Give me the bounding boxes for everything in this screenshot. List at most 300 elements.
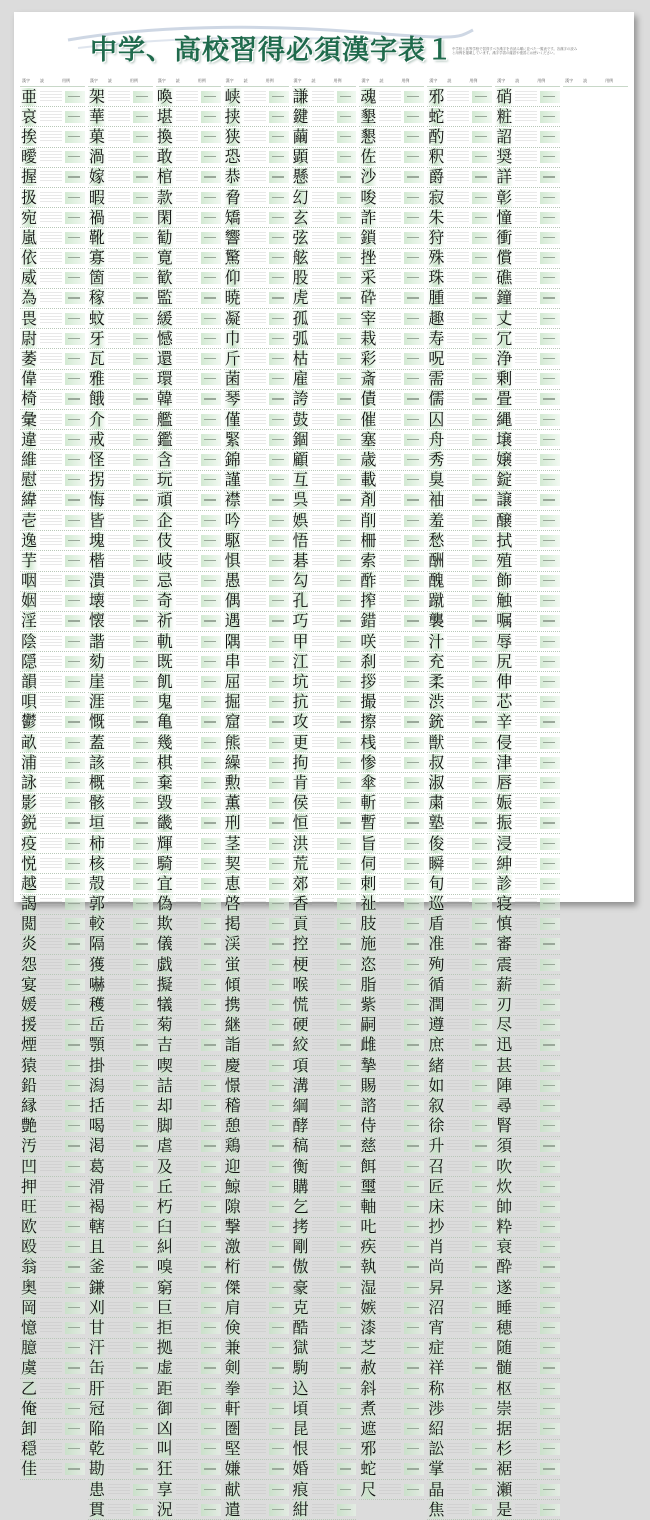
example-text <box>65 575 85 587</box>
example-text <box>540 353 560 365</box>
reading-text <box>244 1039 266 1051</box>
kanji-row <box>88 390 153 410</box>
example-text <box>201 757 221 769</box>
kanji-character: 獣 <box>428 732 445 752</box>
reading-text <box>108 656 130 668</box>
kanji-row <box>20 228 85 248</box>
kanji-row <box>495 390 560 410</box>
example-text <box>337 555 357 567</box>
example-text <box>337 1019 357 1031</box>
kanji-row <box>427 1440 492 1460</box>
kanji-row <box>359 995 424 1015</box>
kanji-row <box>495 995 560 1015</box>
kanji-character: 雅 <box>88 369 105 389</box>
kanji-character: 沙 <box>360 167 377 187</box>
example-text <box>472 1362 492 1374</box>
kanji-character: 抄 <box>428 1217 445 1237</box>
reading-text <box>176 858 198 870</box>
example-text <box>540 716 560 728</box>
kanji-character: 宴 <box>20 974 37 994</box>
example-text <box>404 434 424 446</box>
reading-text <box>108 232 130 244</box>
kanji-row <box>427 228 492 248</box>
kanji-character: 鎌 <box>88 1277 105 1297</box>
kanji-character: 越 <box>20 873 37 893</box>
example-text <box>404 1261 424 1273</box>
kanji-character: 韻 <box>20 672 37 692</box>
kanji-character: 浄 <box>496 349 513 369</box>
kanji-row <box>427 1177 492 1197</box>
example-text <box>404 1383 424 1395</box>
example-text <box>133 1261 153 1273</box>
kanji-character: 柿 <box>88 833 105 853</box>
example-text <box>540 595 560 607</box>
kanji-row <box>88 1157 153 1177</box>
example-text <box>201 1161 221 1173</box>
kanji-row <box>427 1500 492 1520</box>
example-text <box>337 1463 357 1475</box>
reading-text <box>312 292 334 304</box>
reading-text <box>379 1080 401 1092</box>
example-text <box>201 1504 221 1516</box>
reading-text <box>244 555 266 567</box>
kanji-character: 塞 <box>360 429 377 449</box>
kanji-character: 趣 <box>428 308 445 328</box>
example-text <box>404 1080 424 1092</box>
kanji-character: 乾 <box>88 1439 105 1459</box>
reading-text <box>244 1221 266 1233</box>
kanji-row <box>20 773 85 793</box>
reading-text <box>379 535 401 547</box>
kanji-character: 称 <box>428 1378 445 1398</box>
example-text <box>337 696 357 708</box>
example-text <box>133 615 153 627</box>
kanji-row <box>495 572 560 592</box>
kanji-row <box>224 329 289 349</box>
kanji-character: 掘 <box>224 692 241 712</box>
reading-text <box>312 737 334 749</box>
kanji-row <box>156 1460 221 1480</box>
reading-text <box>447 615 469 627</box>
kanji-row <box>224 612 289 632</box>
example-text <box>540 272 560 284</box>
kanji-row <box>20 390 85 410</box>
reading-text <box>108 1282 130 1294</box>
kanji-character: 兼 <box>224 1338 241 1358</box>
kanji-row <box>88 713 153 733</box>
kanji-character: 煙 <box>20 1035 37 1055</box>
kanji-row <box>292 915 357 935</box>
kanji-character: 還 <box>156 349 173 369</box>
header-reading: 読 <box>447 78 452 83</box>
kanji-character: 邪 <box>428 86 445 106</box>
example-text <box>133 1221 153 1233</box>
kanji-character: 凝 <box>224 308 241 328</box>
kanji-row <box>88 208 153 228</box>
example-text <box>472 636 492 648</box>
reading-text <box>244 1443 266 1455</box>
reading-text <box>447 696 469 708</box>
kanji-character: 恐 <box>224 147 241 167</box>
reading-text <box>40 252 62 264</box>
kanji-row <box>427 1419 492 1439</box>
reading-text <box>40 1181 62 1193</box>
reading-text <box>312 777 334 789</box>
kanji-character: 欧 <box>20 1217 37 1237</box>
example-text <box>337 1080 357 1092</box>
kanji-row <box>20 955 85 975</box>
kanji-character: 診 <box>496 873 513 893</box>
kanji-row <box>292 1298 357 1318</box>
example-text <box>65 494 85 506</box>
example-text <box>337 1322 357 1334</box>
example-text <box>472 777 492 789</box>
example-text <box>201 171 221 183</box>
reading-text <box>108 131 130 143</box>
reading-text <box>379 131 401 143</box>
kanji-character: 稼 <box>88 288 105 308</box>
kanji-row <box>292 1157 357 1177</box>
kanji-row <box>495 834 560 854</box>
example-text <box>404 212 424 224</box>
reading-text <box>244 1282 266 1294</box>
kanji-row <box>495 1036 560 1056</box>
column-header <box>224 76 289 87</box>
kanji-character: 憶 <box>20 1318 37 1338</box>
kanji-character: 玩 <box>156 470 173 490</box>
reading-text <box>379 1140 401 1152</box>
kanji-row <box>20 127 85 147</box>
kanji-row <box>224 935 289 955</box>
kanji-row <box>495 895 560 915</box>
kanji-row <box>359 1197 424 1217</box>
example-text <box>269 1342 289 1354</box>
reading-text <box>312 454 334 466</box>
example-text <box>404 575 424 587</box>
example-text <box>404 918 424 930</box>
kanji-character: 換 <box>156 126 173 146</box>
reading-text <box>40 454 62 466</box>
kanji-character: 諧 <box>88 631 105 651</box>
example-text <box>269 595 289 607</box>
example-text <box>472 1322 492 1334</box>
example-text <box>133 1504 153 1516</box>
kanji-row <box>427 450 492 470</box>
kanji-character: 執 <box>360 1257 377 1277</box>
example-text <box>133 777 153 789</box>
kanji-row <box>224 410 289 430</box>
kanji-row <box>359 1339 424 1359</box>
kanji-character: 娯 <box>292 510 309 530</box>
kanji-row <box>427 935 492 955</box>
reading-text <box>108 474 130 486</box>
reading-text <box>379 333 401 345</box>
example-text <box>269 1120 289 1132</box>
example-text <box>540 171 560 183</box>
kanji-character: 碁 <box>292 550 309 570</box>
kanji-row <box>224 289 289 309</box>
kanji-character: 拐 <box>88 470 105 490</box>
reading-text <box>447 414 469 426</box>
kanji-row <box>427 168 492 188</box>
kanji-character: 汁 <box>428 631 445 651</box>
kanji-row <box>88 1096 153 1116</box>
reading-text <box>312 353 334 365</box>
kanji-row <box>88 895 153 915</box>
kanji-row <box>156 713 221 733</box>
example-text <box>337 1443 357 1455</box>
kanji-character: 施 <box>360 934 377 954</box>
kanji-row <box>224 1218 289 1238</box>
kanji-character: 菊 <box>156 1015 173 1035</box>
reading-text <box>176 151 198 163</box>
reading-text <box>515 1100 537 1112</box>
kanji-character: 悔 <box>88 490 105 510</box>
reading-text <box>244 1181 266 1193</box>
kanji-row <box>156 1258 221 1278</box>
example-text <box>337 515 357 527</box>
example-text <box>65 1302 85 1314</box>
reading-text <box>108 838 130 850</box>
kanji-row <box>292 188 357 208</box>
reading-text <box>312 1504 334 1516</box>
kanji-row <box>427 1197 492 1217</box>
example-text <box>540 999 560 1011</box>
example-text <box>540 1423 560 1435</box>
reading-text <box>244 353 266 365</box>
kanji-row <box>88 652 153 672</box>
reading-text <box>447 232 469 244</box>
reading-text <box>176 171 198 183</box>
kanji-character: 壱 <box>20 510 37 530</box>
kanji-character: 渦 <box>88 147 105 167</box>
reading-text <box>312 575 334 587</box>
example-text <box>65 615 85 627</box>
kanji-row <box>292 249 357 269</box>
example-text <box>472 1161 492 1173</box>
kanji-row <box>224 1359 289 1379</box>
kanji-character: 汗 <box>88 1338 105 1358</box>
reading-text <box>312 555 334 567</box>
reading-text <box>515 1362 537 1374</box>
kanji-row <box>292 794 357 814</box>
kanji-character: 粛 <box>428 793 445 813</box>
kanji-character: 郭 <box>88 894 105 914</box>
example-text <box>201 898 221 910</box>
description-line: 中学校と高等学校で習得すべき漢字を音読み順に並べた一覧表です。各漢字の読み <box>452 47 578 51</box>
example-text <box>540 1201 560 1213</box>
example-text <box>269 1060 289 1072</box>
kanji-character: 舷 <box>292 248 309 268</box>
kanji-character: 湿 <box>360 1277 377 1297</box>
kanji-character: 欺 <box>156 914 173 934</box>
kanji-character: 掌 <box>428 1459 445 1479</box>
kanji-character: 援 <box>20 1015 37 1035</box>
kanji-row <box>88 471 153 491</box>
column-header <box>292 76 357 87</box>
kanji-row <box>292 895 357 915</box>
reading-text <box>379 1100 401 1112</box>
reading-text <box>515 1080 537 1092</box>
reading-text <box>40 192 62 204</box>
kanji-row <box>88 672 153 692</box>
header-example: 用例 <box>469 78 478 83</box>
kanji-row <box>88 1379 153 1399</box>
kanji-row <box>359 1419 424 1439</box>
reading-text <box>379 515 401 527</box>
kanji-row <box>359 329 424 349</box>
kanji-character: 拘 <box>292 752 309 772</box>
example-text <box>337 252 357 264</box>
kanji-character: 爵 <box>428 167 445 187</box>
kanji-row <box>292 1177 357 1197</box>
reading-text <box>108 515 130 527</box>
reading-text <box>108 1161 130 1173</box>
kanji-character: 挫 <box>360 248 377 268</box>
kanji-row <box>224 1056 289 1076</box>
kanji-row <box>88 975 153 995</box>
kanji-character: 鬼 <box>156 692 173 712</box>
kanji-character: 慶 <box>224 1055 241 1075</box>
example-text <box>269 272 289 284</box>
reading-text <box>379 292 401 304</box>
example-text <box>201 656 221 668</box>
kanji-character: 紳 <box>496 853 513 873</box>
kanji-row <box>224 915 289 935</box>
example-text <box>133 333 153 345</box>
kanji-character: 怪 <box>88 449 105 469</box>
kanji-row <box>427 874 492 894</box>
kanji-character: 紺 <box>292 1499 309 1519</box>
reading-text <box>40 918 62 930</box>
reading-text <box>244 1362 266 1374</box>
kanji-row <box>359 1399 424 1419</box>
example-text <box>472 1241 492 1253</box>
reading-text <box>176 91 198 103</box>
kanji-character: 姻 <box>20 591 37 611</box>
kanji-row <box>359 955 424 975</box>
reading-text <box>379 1201 401 1213</box>
kanji-row <box>224 269 289 289</box>
example-text <box>337 1403 357 1415</box>
kanji-character: 騎 <box>156 853 173 873</box>
example-text <box>472 938 492 950</box>
reading-text <box>379 1463 401 1475</box>
kanji-character: 冗 <box>496 328 513 348</box>
example-text <box>337 1383 357 1395</box>
kanji-character: 該 <box>88 752 105 772</box>
kanji-row <box>292 430 357 450</box>
example-text <box>65 474 85 486</box>
kanji-row <box>359 1318 424 1338</box>
reading-text <box>176 1463 198 1475</box>
kanji-row <box>427 87 492 107</box>
example-text <box>201 737 221 749</box>
example-text <box>540 1140 560 1152</box>
reading-text <box>108 353 130 365</box>
kanji-character: 掲 <box>224 914 241 934</box>
example-text <box>201 313 221 325</box>
kanji-character: 削 <box>360 510 377 530</box>
reading-text <box>447 353 469 365</box>
kanji-row <box>224 955 289 975</box>
kanji-row <box>292 511 357 531</box>
example-text <box>472 817 492 829</box>
kanji-character: 雌 <box>360 1035 377 1055</box>
kanji-row <box>495 1440 560 1460</box>
kanji-character: 汚 <box>20 1136 37 1156</box>
example-text <box>337 959 357 971</box>
example-text <box>404 414 424 426</box>
kanji-row <box>156 1500 221 1520</box>
kanji-character: 餓 <box>88 389 105 409</box>
reading-text <box>447 494 469 506</box>
kanji-character: 晶 <box>428 1479 445 1499</box>
example-text <box>337 1362 357 1374</box>
kanji-row <box>156 1056 221 1076</box>
kanji-character: 渓 <box>224 934 241 954</box>
example-text <box>65 1120 85 1132</box>
kanji-row <box>20 693 85 713</box>
kanji-row <box>292 874 357 894</box>
kanji-character: 炎 <box>20 934 37 954</box>
kanji-character: 坑 <box>292 672 309 692</box>
reading-text <box>447 1282 469 1294</box>
kanji-row <box>20 572 85 592</box>
reading-text <box>40 1423 62 1435</box>
example-text <box>337 111 357 123</box>
kanji-row <box>88 370 153 390</box>
kanji-row <box>359 410 424 430</box>
example-text <box>540 1181 560 1193</box>
reading-text <box>312 676 334 688</box>
kanji-character: 崇 <box>496 1398 513 1418</box>
kanji-character: 殊 <box>428 248 445 268</box>
kanji-row <box>495 551 560 571</box>
example-text <box>337 1221 357 1233</box>
reading-text <box>40 1019 62 1031</box>
kanji-character: 搾 <box>360 591 377 611</box>
example-text <box>404 151 424 163</box>
example-text <box>133 212 153 224</box>
example-text <box>269 515 289 527</box>
kanji-character: 淑 <box>428 772 445 792</box>
kanji-character: 瞬 <box>428 853 445 873</box>
example-text <box>472 1019 492 1031</box>
kanji-character: 儀 <box>156 934 173 954</box>
example-text <box>540 414 560 426</box>
kanji-character: 契 <box>224 853 241 873</box>
example-text <box>404 737 424 749</box>
example-text <box>65 676 85 688</box>
reading-text <box>40 1261 62 1273</box>
example-text <box>65 1463 85 1475</box>
reading-text <box>108 1080 130 1092</box>
kanji-row <box>20 1117 85 1137</box>
reading-text <box>447 676 469 688</box>
example-text <box>269 1322 289 1334</box>
kanji-row <box>359 693 424 713</box>
kanji-row <box>495 915 560 935</box>
reading-text <box>244 1100 266 1112</box>
kanji-character: 嗅 <box>156 1257 173 1277</box>
kanji-character: 襲 <box>428 611 445 631</box>
kanji-character: 偉 <box>20 369 37 389</box>
example-text <box>133 1443 153 1455</box>
example-text <box>472 676 492 688</box>
example-text <box>404 333 424 345</box>
kanji-character: 窟 <box>224 712 241 732</box>
